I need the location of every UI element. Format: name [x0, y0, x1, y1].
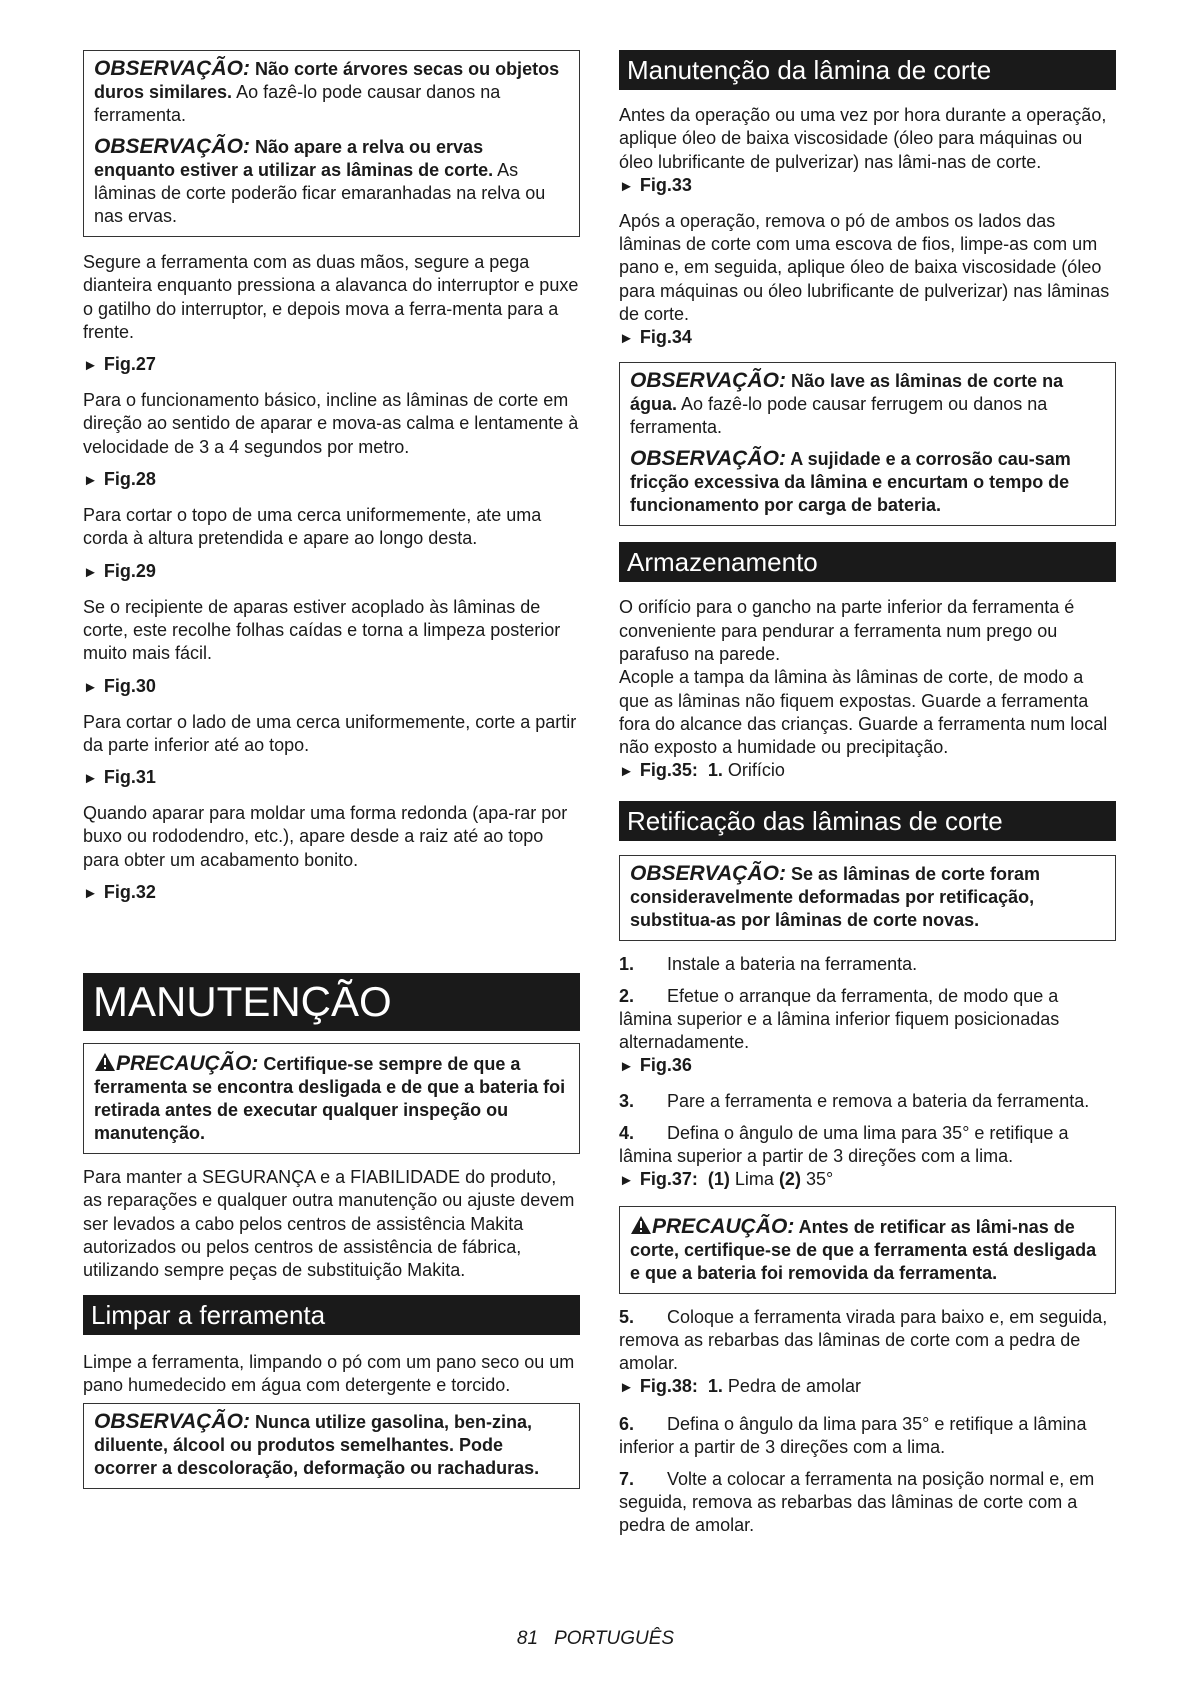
note-bold: Nunca utilize gasolina, ben-zina, diluente, álcool ou produtos semelhantes. Pode ocorrer a descoloração, deformação ou rachaduras.: [94, 1412, 540, 1479]
fig-ref-30: ► Fig.30: [83, 675, 156, 696]
section-heading-limpar: Limpar a ferramenta: [83, 1295, 580, 1335]
chapter-heading-manutencao: MANUTENÇÃO: [83, 973, 580, 1031]
note-bold: A sujidade e a corrosão cau-sam fricção excessiva da lâmina e encurtam o tempo de funcionamento por carga de bateria.: [630, 449, 1071, 516]
paragraph-oil-before: Antes da operação ou uma vez por hora durante a operação, aplique óleo de baixa viscosidade (óleo para máquinas ou óleo lubrificante de pulverizar) nas lâmi-nas de corte.: [619, 105, 1107, 172]
note-text: Ao fazê-lo pode causar danos na ferramenta.: [94, 82, 501, 125]
paragraph-round-shape: Quando aparar para moldar uma forma redonda (apa-rar por buxo ou rododendro, etc.), apare desde a raiz até ao topo para obter um acabamento bonito.: [83, 803, 568, 870]
note-box-no-gasoline: [83, 1403, 580, 1489]
step-4: 4. Defina o ângulo de uma lima para 35° e retifique a lâmina superior a partir de 3 direções com a lima.: [619, 1123, 1069, 1167]
fig-ref-34: ► Fig.34: [619, 327, 692, 348]
caution-bold: Antes de retificar as lâmi-nas de corte, certifique-se de que a ferramenta está desligada e que a bateria foi removida da ferramenta.: [630, 1217, 1097, 1284]
paragraph-blade-cover: Acople a tampa da lâmina às lâminas de corte, de modo a que as lâminas não fiquem expostas. Guarde a ferramenta fora do alcance das crianças. Guarde a ferramenta num local não exposto a humidade ou precipitação.: [619, 667, 1108, 758]
play-arrow-icon: ►: [83, 563, 98, 581]
paragraph-shear-receiver: Se o recipiente de aparas estiver acoplado às lâminas de corte, este recolhe folhas caídas e torna a limpeza posterior muito mais fácil.: [83, 596, 561, 664]
paragraph-clean-tool: Limpe a ferramenta, limpando o pó com um pano seco ou um pano humedecido em água com detergente e torcido.: [83, 1351, 575, 1395]
note-paragraph: [94, 57, 569, 127]
caution-box-sharpening: [619, 1206, 1116, 1294]
note-text: Ao fazê-lo pode causar ferrugem ou danos na ferramenta.: [630, 394, 1048, 438]
caution-label: PRECAUÇÃO:: [116, 1052, 259, 1076]
note-paragraph: [94, 135, 569, 228]
play-arrow-icon: ►: [83, 885, 98, 903]
fig-ref-38: ► Fig.38: 1. Pedra de amolar: [619, 1376, 861, 1397]
note-box-deformed-blades: [619, 855, 1116, 941]
warning-triangle-icon: [630, 1215, 652, 1235]
paragraph-oil-after: Após a operação, remova o pó de ambos os lados das lâminas de corte com uma escova de fios, limpe-as com um pano e, em seguida, aplique óleo de baixa viscosidade (óleo para máquinas ou óleo lubrificante de pulverizar) nas lâminas de corte.: [619, 210, 1110, 325]
fig-ref-31: ► Fig.31: [83, 767, 156, 788]
step-6: 6. Defina o ângulo da lima para 35° e retifique a lâmina inferior a partir de 3 direções com a lima.: [619, 1414, 1087, 1458]
fig-ref-32: ► Fig.32: [83, 882, 156, 903]
caution-paragraph: [94, 1052, 569, 1145]
caution-bold: Certifique-se sempre de que a ferramenta se encontra desligada e de que a bateria foi retirada antes de executar qualquer inspeção ou manutenção.: [94, 1054, 566, 1144]
note-bold: Não corte árvores secas ou objetos duros similares.: [94, 59, 560, 102]
note-label: OBSERVAÇÃO:: [94, 1410, 250, 1434]
caution-paragraph: [630, 1215, 1105, 1285]
play-arrow-icon: ►: [619, 177, 634, 195]
fig-ref-37: ► Fig.37: (1) Lima (2) 35°: [619, 1169, 834, 1190]
note-box-dry-trees: [83, 50, 580, 237]
note-label: OBSERVAÇÃO:: [630, 447, 786, 471]
play-arrow-icon: ►: [83, 678, 98, 696]
section-heading-armazenamento: Armazenamento: [619, 542, 1116, 582]
play-arrow-icon: ►: [619, 330, 634, 348]
step-2: 2. Efetue o arranque da ferramenta, de modo que a lâmina superior e a lâmina inferior fiquem posicionadas alternadamente.: [619, 986, 1060, 1053]
warning-triangle-icon: [94, 1052, 116, 1072]
note-bold: Não apare a relva ou ervas enquanto estiver a utilizar as lâminas de corte.: [94, 137, 494, 180]
step-3: 3. Pare a ferramenta e remova a bateria da ferramenta.: [619, 1091, 1090, 1112]
step-7: 7. Volte a colocar a ferramenta na posição normal e, em seguida, remova as rebarbas das lâminas de corte com a pedra de amolar.: [619, 1469, 1095, 1536]
fig-ref-35: ► Fig.35: 1. Orifício: [619, 760, 785, 781]
fig-ref-28: ► Fig.28: [83, 469, 156, 490]
fig-ref-27: ► Fig.27: [83, 354, 156, 375]
play-arrow-icon: ►: [619, 763, 634, 781]
note-label: OBSERVAÇÃO:: [94, 135, 250, 158]
play-arrow-icon: ►: [619, 1172, 634, 1190]
note-text: As lâminas de corte poderão ficar emaranhadas na relva ou nas ervas.: [94, 160, 546, 226]
note-box-no-wash: [619, 362, 1116, 526]
page-footer: [0, 1628, 1191, 1650]
play-arrow-icon: ►: [83, 472, 98, 490]
fig-ref-36: ► Fig.36: [619, 1055, 692, 1076]
note-label: OBSERVAÇÃO:: [94, 57, 250, 80]
caution-label: PRECAUÇÃO:: [652, 1215, 795, 1239]
fig-ref-33: ► Fig.33: [619, 174, 692, 195]
step-1: 1. Instale a bateria na ferramenta.: [619, 954, 918, 975]
note-paragraph: [630, 862, 1105, 932]
play-arrow-icon: ►: [619, 1058, 634, 1076]
note-paragraph: [630, 447, 1105, 517]
paragraph-safety-reliability: Para manter a SEGURANÇA e a FIABILIDADE do produto, as reparações e qualquer outra manutenção ou ajuste devem ser levados a cabo pelos centros de assistência Makita autorizados ou pelos centros de assistência de fábrica, utilizando sempre peças de substituição Makita.: [83, 1167, 575, 1281]
right-column: [619, 50, 1116, 1546]
paragraph-cut-top: Para cortar o topo de uma cerca uniformemente, ate uma corda à altura pretendida e apare ao longo desta.: [83, 505, 542, 549]
section-heading-manutencao-lamina: Manutenção da lâmina de corte: [619, 50, 1116, 90]
play-arrow-icon: ►: [83, 357, 98, 375]
note-label: OBSERVAÇÃO:: [630, 862, 786, 886]
note-label: OBSERVAÇÃO:: [630, 369, 786, 393]
paragraph-basic-operation: Para o funcionamento básico, incline as lâminas de corte em direção ao sentido de aparar e mova-as calma e lentamente à velocidade de 3 a 4 segundos por metro.: [83, 390, 579, 457]
note-paragraph: [630, 369, 1105, 439]
section-heading-retificacao: Retificação das lâminas de corte: [619, 801, 1116, 841]
paragraph-cut-side: Para cortar o lado de uma cerca uniformemente, corte a partir da parte inferior até ao topo.: [83, 711, 577, 755]
note-bold: Se as lâminas de corte foram consideravelmente deformadas por retificação, substitua-as por lâminas de corte novas.: [630, 864, 1041, 931]
play-arrow-icon: ►: [83, 770, 98, 788]
fig-ref-29: ► Fig.29: [83, 560, 156, 581]
page-number: 81: [516, 1628, 539, 1649]
left-column: [83, 50, 580, 1489]
caution-box-maintenance: [83, 1043, 580, 1154]
footer-language: PORTUGUÊS: [554, 1628, 675, 1649]
paragraph-hook-hole: O orifício para o gancho na parte inferior da ferramenta é conveniente para pendurar a ferramenta num prego ou parafuso na parede.: [619, 597, 1075, 664]
paragraph-hold-tool: Segure a ferramenta com as duas mãos, segure a pega dianteira enquanto pressiona a alavanca do interruptor e puxe o gatilho do interruptor, e depois mova a ferra-menta para a frente.: [83, 252, 579, 342]
step-5: 5. Coloque a ferramenta virada para baixo e, em seguida, remova as rebarbas das lâminas de corte com a pedra de amolar.: [619, 1307, 1108, 1374]
play-arrow-icon: ►: [619, 1379, 634, 1397]
note-bold: Não lave as lâminas de corte na água.: [630, 371, 1064, 415]
note-paragraph: [94, 1410, 569, 1480]
